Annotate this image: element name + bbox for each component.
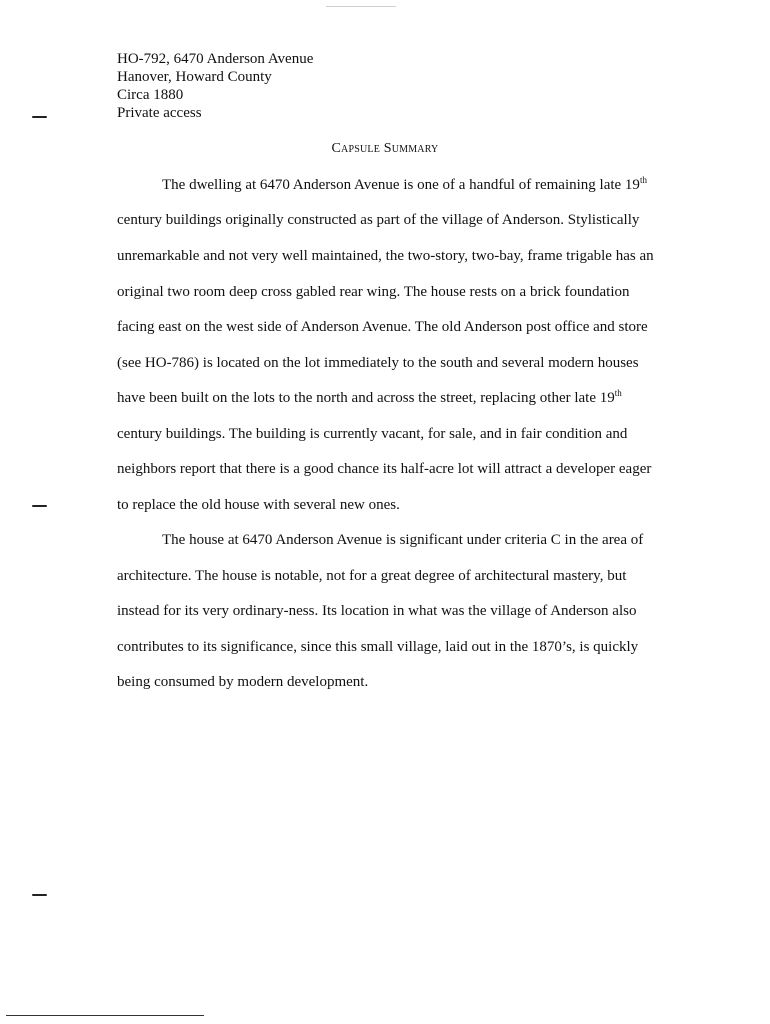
paragraph-1-line-6: (see HO-786) is located on the lot immediately to the south and several modern houses — [117, 355, 639, 371]
paragraph-1-line-9: neighbors report that there is a good chance its half-acre lot will attract a developer eager — [117, 461, 652, 477]
paragraph-1-line-1: The dwelling at 6470 Anderson Avenue is one of a handful of remaining late 19th — [162, 175, 647, 193]
page-title: Capsule Summary — [331, 141, 439, 156]
binder-hole-mark — [32, 505, 47, 507]
binder-hole-mark — [32, 894, 47, 896]
paragraph-1-line-2: century buildings originally constructed as part of the village of Anderson. Stylistically — [117, 212, 640, 228]
paragraph-1-line-3: unremarkable and not very well maintained, the two-story, two-bay, frame trigable has an — [117, 248, 654, 264]
paragraph-2-line-1: The house at 6470 Anderson Avenue is significant under criteria C in the area of — [162, 532, 644, 548]
document-header — [117, 50, 313, 122]
header-date: Circa 1880 — [117, 87, 184, 103]
header-access: Private access — [117, 105, 202, 121]
binder-hole-mark — [32, 116, 47, 118]
scan-artifact — [326, 6, 396, 7]
header-site-number: HO-792, 6470 Anderson Avenue — [117, 51, 314, 67]
paragraph-1-line-8: century buildings. The building is currently vacant, for sale, and in fair condition and — [117, 426, 628, 442]
paragraph-2-line-4: contributes to its significance, since this small village, laid out in the 1870’s, is quickly — [117, 639, 639, 655]
paragraph-1-line-7: have been built on the lots to the north and across the street, replacing other late 19th — [117, 388, 622, 406]
paragraph-1-line-4: original two room deep cross gabled rear wing. The house rests on a brick foundation — [117, 284, 630, 300]
header-location: Hanover, Howard County — [117, 69, 272, 85]
paragraph-2-line-3: instead for its very ordinary-ness. Its location in what was the village of Anderson also — [117, 603, 637, 619]
paragraph-1-line-5: facing east on the west side of Anderson Avenue. The old Anderson post office and store — [117, 319, 648, 335]
paragraph-1-line-10: to replace the old house with several new ones. — [117, 497, 400, 513]
page-bottom-rule — [6, 1015, 204, 1016]
paragraph-2-line-2: architecture. The house is notable, not for a great degree of architectural mastery, but — [117, 568, 627, 584]
paragraph-2-line-5: being consumed by modern development. — [117, 674, 369, 690]
